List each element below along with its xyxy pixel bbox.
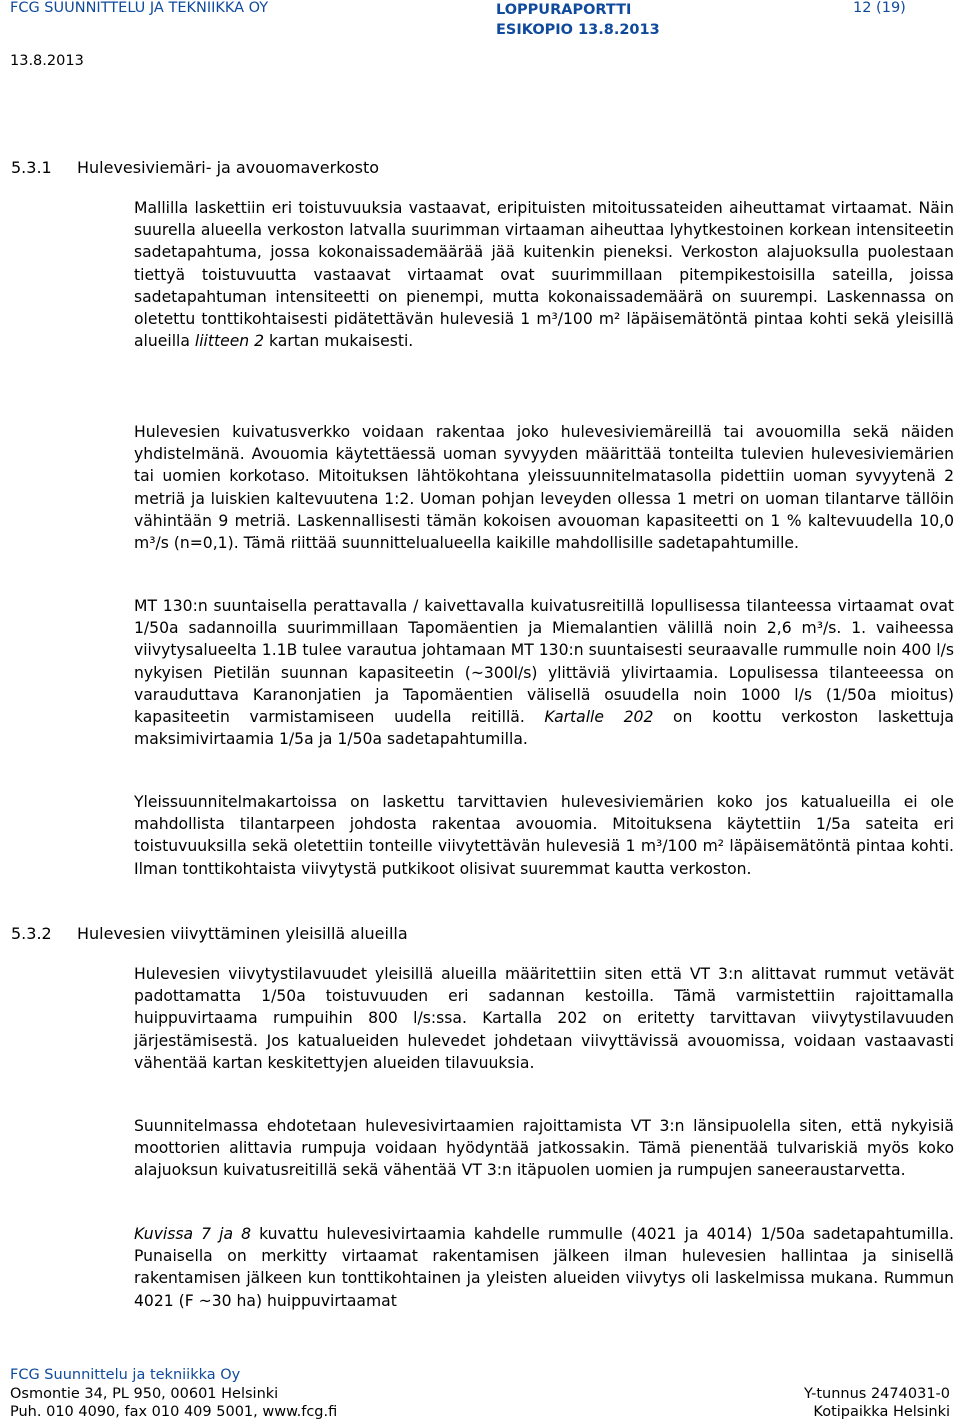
paragraph: Mallilla laskettiin eri toistuvuuksia vastaavat, eripituisten mitoitussateiden aiheuttamat virtaamat. Näin suurella alueella verkoston latvalla suurimman virtaaman aiheuttaa lyhytkestoinen korkean intensiteetin sadetapahtuma, jossa kokonaissademäärää jää kuitenkin pieneksi. Verkoston alajuoksulla puolestaan tiettyä toistuvuutta vastaavat virtaamat ovat suurimmillaan pitempikestoisilla sateilla, joissa sadetapahtuman intensiteetti on pienempi, mutta kokonaissademäärä on suurempi. Laskennassa on oletettu tonttikohtaisesti pidätettävän hulevesiä 1 m³/100 m² läpäisemätöntä pintaa kohti sekä yleisillä alueilla liitteen 2 kartan mukaisesti. — [134, 199, 954, 351]
paragraph: Hulevesien viivytystilavuudet yleisillä alueilla määritettiin siten että VT 3:n alittavat rummut vetävät padottamatta 1/50a toistuvuuden eri sadannan kestoilla. Tämä varmistettiin rajoittamalla huippuvirtaama rumpuihin 800 l/s:ssa. Kartalla 202 on eritetty tarvittavan viivytystilavuuden järjestämisestä. Jos katualueiden hulevedet johdetaan viivyttävissä avouomissa, voidaan vastaavasti vähentää kartan keskitettyjen alueiden tilavuuksia. — [134, 965, 954, 1072]
header-company: FCG SUUNNITTELU JA TEKNIIKKA OY — [10, 0, 269, 16]
page-number: 12 (19) — [853, 0, 906, 16]
paragraph: Yleissuunnitelmakartoissa on laskettu tarvittavien hulevesiviemärien koko jos katualueilla ei ole mahdollista tilantarpeen johdosta rakentaa avouomia. Mitoituksena käytettiin 1/5a sateita eri toistuvuuksilla sekä oletettiin tonteille viivytettävän hulevesiä 1 m³/100 m² läpäisemätöntä pintaa kohti. Ilman tonttikohtaista viivytystä putkikoot olisivat suuremmat kautta verkoston. — [134, 793, 954, 878]
paragraph: Kuvissa 7 ja 8 kuvattu hulevesivirtaamia kahdelle rummulle (4021 ja 4014) 1/50a sadetapahtumilla. Punaisella on merkitty virtaamat rakentamisen jälkeen ilman hulevesien hallintaa ja sinisellä rakentamisen jälkeen kun tonttikohtainen ja yleisten alueiden viivytys oli laskelmissa mukana. Rummun 4021 (F ~30 ha) huippuvirtaamat — [134, 1225, 955, 1310]
section-number: 5.3.1 — [11, 158, 52, 177]
paragraph: MT 130:n suuntaisella perattavalla / kaivettavalla kuivatusreitillä lopullisessa tilanteessa virtaamat ovat 1/50a sadannoilla suurimmillaan Tapomäentien ja Miemalantien välillä noin 2,6 m³/s. 1. vaiheessa viivytysalueelta 1.1B tulee varautua johtamaan MT 130:n suuntaisesti seuraavalle rummulle noin 400 l/s nykyisen Pietilän suunnan kapasiteetin (~300l/s) ylittäviä ylivirtaamia. Lopulisessa tilanteeessa on varauduttava Karanonjatien ja Tapomäentien välisellä osuudella noin 1000 l/s (1/50a mioitus) kapasiteetin varmistamiseen uudella reitillä. Kartalle 202 on koottu verkoston laskettuja maksimivirtaamia 1/5a ja 1/50a sadetapahtumilla. — [134, 597, 954, 749]
map-reference: Kartalle 202 — [544, 708, 654, 727]
appendix-reference: liitteen 2 — [194, 332, 265, 351]
footer-contact: Puh. 010 4090, fax 010 409 5001, www.fcg.fi — [10, 1404, 338, 1420]
footer-business-id: Y-tunnus 2474031-0 — [803, 1386, 950, 1402]
report-subtitle: ESIKOPIO 13.8.2013 — [496, 22, 660, 38]
footer-domicile: Kotipaikka Helsinki — [813, 1404, 950, 1420]
section-title: Hulevesiviemäri- ja avouomaverkosto — [77, 158, 380, 177]
header-date: 13.8.2013 — [10, 53, 84, 69]
footer-address: Osmontie 34, PL 950, 00601 Helsinki — [10, 1386, 279, 1402]
section-title: Hulevesien viivyttäminen yleisillä alueilla — [77, 924, 408, 943]
figure-reference: Kuvissa 7 ja 8 — [134, 1225, 252, 1243]
report-title: LOPPURAPORTTI — [496, 2, 632, 18]
section-heading-5-3-2 — [11, 923, 408, 945]
paragraph: Hulevesien kuivatusverkko voidaan rakentaa joko hulevesiviemäreillä tai avouomilla sekä näiden yhdistelmänä. Avouomia käytettäessä uoman syvyyden määrittää tonteilta tulevien hulevesiviemärien tai uomien korkotaso. Mitoituksen lähtökohtana yleissuunnitelmatasolla pidettiin uoman syvyytenä 2 metriä ja luiskien kaltevuutena 1:2. Uoman pohjan leveyden ollessa 1 metri on uoman tilantarve tällöin vähintään 9 metriä. Laskennallisesti tämän kokoisen avouoman kapasiteetti on 1 % kaltevuudella 10,0 m³/s (n=0,1). Tämä riittää suunnittelualueella kaikille mahdollisille sadetapahtumille. — [134, 423, 954, 553]
footer-company: FCG Suunnittelu ja tekniikka Oy — [10, 1367, 241, 1383]
section-heading-5-3-1 — [11, 157, 379, 179]
report-title-block — [496, 0, 660, 40]
section-number: 5.3.2 — [11, 924, 52, 943]
paragraph: Suunnitelmassa ehdotetaan hulevesivirtaamien rajoittamista VT 3:n länsipuolella siten, että nykyisiä moottorien alittavia rumpuja voidaan hyödyntää jatkossakin. Tämä pienentää tulvariskiä myös koko alajuoksun kuivatusreitillä sekä vähentää VT 3:n itäpuolen uomien ja rumpujen saneeraustarvetta. — [134, 1117, 954, 1180]
